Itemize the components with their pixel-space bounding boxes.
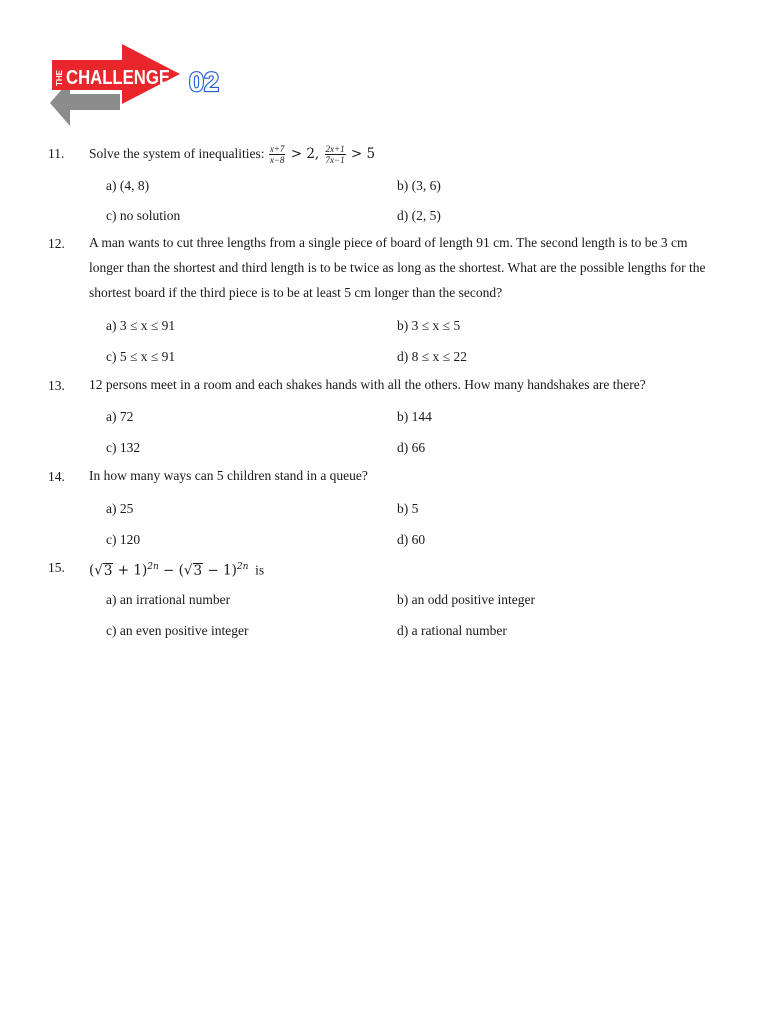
expr-part: − 1)	[203, 562, 237, 579]
challenge-logo	[50, 40, 240, 126]
option-d[interactable]: d) 66	[397, 440, 426, 455]
exponent: 2n	[147, 562, 159, 572]
question-suffix: is	[248, 562, 265, 578]
option-d[interactable]: d) 8 ≤ x ≤ 22	[397, 349, 467, 364]
option-c[interactable]: c) an even positive integer	[106, 623, 249, 638]
question-expression	[89, 555, 719, 584]
fraction-numerator: 2x+1	[325, 144, 345, 155]
fraction-denominator: x−8	[269, 155, 285, 166]
option-a[interactable]: a) (4, 8)	[106, 178, 150, 193]
sqrt-radicand: 3	[193, 562, 203, 579]
logo-small-text: THE	[55, 70, 64, 86]
expr-part: − (√	[158, 562, 193, 579]
exponent: 2n	[236, 562, 249, 572]
question-text: A man wants to cut three lengths from a single piece of board of length 91 cm. The second length is to be 3 cm longer than the shortest and third length is to be twice as long as the shortest. What are the possible lengths for the shortest board if the third piece is to be at least 5 cm longer than the second?	[89, 235, 706, 300]
question-text	[89, 141, 719, 167]
option-a[interactable]: a) 25	[106, 501, 134, 516]
expr-part: (√	[89, 562, 103, 579]
question-prefix: Solve the system of inequalities:	[89, 146, 268, 161]
option-b[interactable]: b) an odd positive integer	[397, 592, 535, 607]
option-b[interactable]: b) 5	[397, 501, 419, 516]
option-c[interactable]: c) 5 ≤ x ≤ 91	[106, 349, 176, 364]
option-c[interactable]: c) 132	[106, 440, 141, 455]
option-b[interactable]: b) 144	[397, 409, 432, 424]
question-number: 12.	[48, 236, 65, 251]
option-d[interactable]: d) a rational number	[397, 623, 507, 638]
option-b[interactable]: b) (3, 6)	[397, 178, 441, 193]
logo-text: CHALLENGE	[66, 67, 170, 89]
option-d[interactable]: d) 60	[397, 532, 426, 547]
fraction-denominator: 7x−1	[325, 155, 345, 166]
question-number: 13.	[48, 378, 65, 393]
option-a[interactable]: a) an irrational number	[106, 592, 231, 607]
option-a[interactable]: a) 72	[106, 409, 134, 424]
inequality-part: > 2,	[286, 146, 324, 162]
question-number: 14.	[48, 469, 65, 484]
fraction-2	[325, 144, 346, 165]
option-a[interactable]: a) 3 ≤ x ≤ 91	[106, 318, 176, 333]
option-d[interactable]: d) (2, 5)	[397, 208, 441, 223]
question-text: In how many ways can 5 children stand in a queue?	[89, 468, 368, 483]
question-text: 12 persons meet in a room and each shakes hands with all the others. How many handshakes are there?	[89, 377, 646, 392]
sqrt-radicand: 3	[103, 562, 113, 579]
question-number: 15.	[48, 560, 65, 575]
fraction-1	[269, 144, 286, 165]
option-c[interactable]: c) no solution	[106, 208, 181, 223]
expr-part: + 1)	[113, 562, 148, 579]
challenge-number: 02	[189, 67, 220, 97]
option-c[interactable]: c) 120	[106, 532, 141, 547]
option-b[interactable]: b) 3 ≤ x ≤ 5	[397, 318, 461, 333]
question-number: 11.	[48, 146, 65, 161]
inequality-part: > 5	[346, 146, 376, 162]
fraction-numerator: x+7	[269, 144, 285, 155]
